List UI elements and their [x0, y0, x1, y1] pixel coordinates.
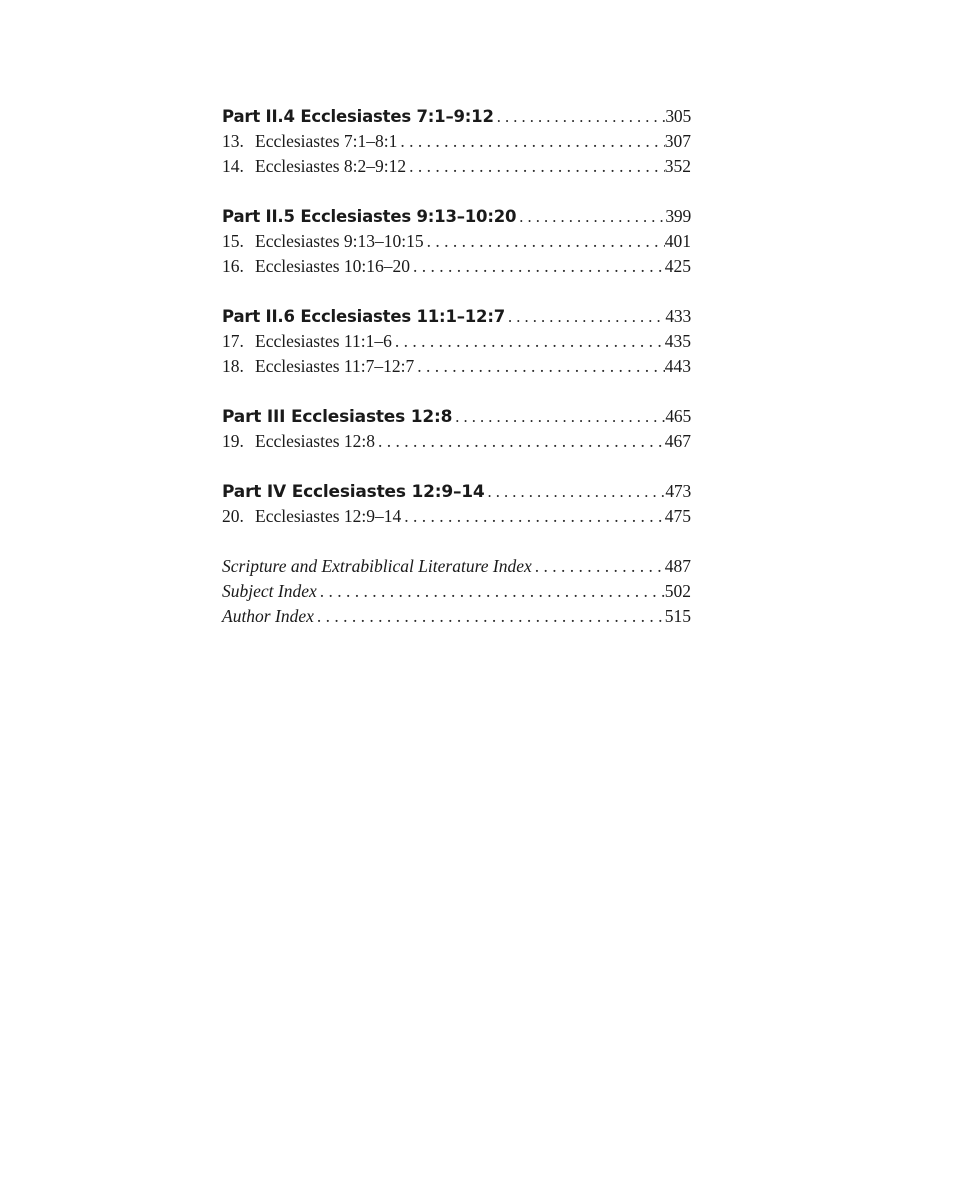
part-title: Part II.6 Ecclesiastes 11:1–12:7: [222, 307, 506, 326]
dot-leader: [424, 229, 665, 254]
page-number: 399: [665, 206, 691, 226]
toc-chapter-entry: [222, 504, 691, 529]
toc-part-entry: [222, 404, 691, 429]
dot-leader: [410, 254, 665, 279]
page-number: 475: [664, 506, 691, 526]
toc-chapter-entry: [222, 154, 691, 179]
chapter-name: Ecclesiastes 10:16–20: [255, 256, 411, 276]
page-number: 435: [664, 331, 691, 351]
toc-chapter-entry: [222, 429, 691, 454]
part-title: Part III Ecclesiastes 12:8: [222, 407, 453, 427]
chapter-name: Ecclesiastes 7:1–8:1: [255, 131, 398, 151]
dot-leader: [485, 479, 666, 504]
toc-part-entry: [222, 204, 691, 229]
page-number: 425: [664, 256, 691, 276]
dot-leader: [401, 504, 664, 529]
dot-leader: [406, 154, 665, 179]
page-number: 465: [665, 406, 691, 426]
chapter-number: 15.: [222, 231, 244, 251]
chapter-number: 16.: [222, 256, 244, 276]
toc-chapter-entry: [222, 354, 691, 379]
table-of-contents: [222, 104, 691, 629]
page-number: 473: [665, 481, 691, 501]
toc-chapter-entry: [222, 229, 691, 254]
toc-part-entry: [222, 104, 691, 129]
chapter-title: [222, 154, 406, 179]
dot-leader: [494, 104, 666, 129]
toc-part-group: [222, 104, 691, 179]
toc-index-group: [222, 554, 691, 629]
chapter-title: [222, 254, 410, 279]
chapter-name: Ecclesiastes 11:7–12:7: [255, 356, 415, 376]
dot-leader: [375, 429, 665, 454]
page-number: 515: [664, 606, 691, 626]
dot-leader: [452, 404, 665, 429]
dot-leader: [397, 129, 664, 154]
toc-part-group: [222, 304, 691, 379]
chapter-name: Ecclesiastes 11:1–6: [255, 331, 392, 351]
chapter-title: [222, 354, 414, 379]
chapter-title: [222, 429, 375, 454]
dot-leader: [314, 604, 665, 629]
dot-leader: [505, 304, 665, 329]
chapter-name: Ecclesiastes 9:13–10:15: [255, 231, 424, 251]
page-number: 401: [664, 231, 691, 251]
page-number: 352: [664, 156, 691, 176]
chapter-name: Ecclesiastes 12:8: [255, 431, 376, 451]
chapter-title: [222, 129, 397, 154]
chapter-number: 13.: [222, 131, 244, 151]
chapter-name: Ecclesiastes 12:9–14: [255, 506, 402, 526]
toc-chapter-entry: [222, 329, 691, 354]
page-number: 307: [664, 131, 691, 151]
toc-part-group: [222, 404, 691, 454]
chapter-number: 18.: [222, 356, 244, 376]
chapter-number: 14.: [222, 156, 244, 176]
part-title: Part II.5 Ecclesiastes 9:13–10:20: [222, 207, 517, 226]
page-number: 487: [664, 556, 691, 576]
toc-index-entry: [222, 604, 691, 629]
dot-leader: [317, 579, 665, 604]
toc-chapter-entry: [222, 254, 691, 279]
toc-index-entry: [222, 554, 691, 579]
index-title: Subject Index: [222, 581, 317, 601]
dot-leader: [532, 554, 665, 579]
chapter-number: 20.: [222, 506, 244, 526]
part-title: Part IV Ecclesiastes 12:9–14: [222, 482, 485, 502]
page-number: 502: [664, 581, 691, 601]
chapter-title: [222, 229, 424, 254]
dot-leader: [516, 204, 665, 229]
chapter-number: 19.: [222, 431, 244, 451]
index-title: Scripture and Extrabiblical Literature Index: [222, 556, 532, 576]
dot-leader: [414, 354, 665, 379]
toc-part-entry: [222, 304, 691, 329]
dot-leader: [392, 329, 665, 354]
toc-chapter-entry: [222, 129, 691, 154]
chapter-number: 17.: [222, 331, 244, 351]
toc-part-group: [222, 204, 691, 279]
chapter-name: Ecclesiastes 8:2–9:12: [255, 156, 407, 176]
toc-part-group: [222, 479, 691, 529]
index-title: Author Index: [222, 606, 314, 626]
toc-part-entry: [222, 479, 691, 504]
chapter-title: [222, 504, 401, 529]
part-title: Part II.4 Ecclesiastes 7:1–9:12: [222, 107, 494, 126]
page-number: 433: [665, 306, 691, 326]
chapter-title: [222, 329, 392, 354]
page-number: 443: [664, 356, 691, 376]
page-number: 305: [665, 106, 691, 126]
page-number: 467: [664, 431, 691, 451]
toc-index-entry: [222, 579, 691, 604]
